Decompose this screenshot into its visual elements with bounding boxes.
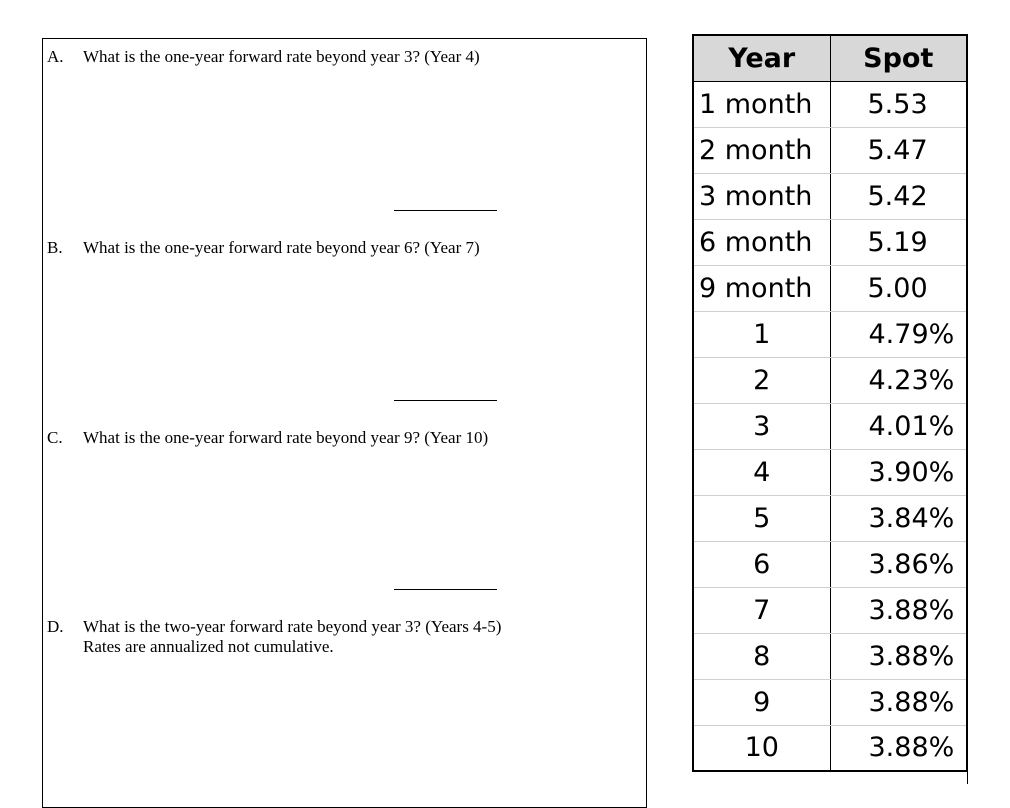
table-row bbox=[693, 219, 967, 265]
table-row bbox=[693, 357, 967, 403]
year-cell: 7 bbox=[693, 587, 830, 633]
year-cell: 4 bbox=[693, 449, 830, 495]
spot-cell: 5.19 bbox=[830, 219, 967, 265]
question-letter: B. bbox=[47, 238, 63, 257]
text-cursor bbox=[967, 762, 968, 784]
question-letter: A. bbox=[47, 47, 64, 66]
year-cell: 6 month bbox=[693, 219, 830, 265]
spot-rate-table bbox=[692, 34, 968, 772]
table-row bbox=[693, 311, 967, 357]
table-row bbox=[693, 725, 967, 771]
year-cell: 6 bbox=[693, 541, 830, 587]
question-c bbox=[47, 428, 488, 448]
year-cell: 1 month bbox=[693, 81, 830, 127]
spot-cell: 5.53 bbox=[830, 81, 967, 127]
table-row bbox=[693, 679, 967, 725]
question-text: What is the one-year forward rate beyond year 9? (Year 10) bbox=[83, 428, 489, 447]
question-a bbox=[47, 47, 480, 67]
table-row bbox=[693, 265, 967, 311]
table-row bbox=[693, 587, 967, 633]
year-cell: 9 month bbox=[693, 265, 830, 311]
table-row bbox=[693, 633, 967, 679]
year-cell: 8 bbox=[693, 633, 830, 679]
spot-cell: 3.88% bbox=[830, 587, 967, 633]
year-cell: 3 bbox=[693, 403, 830, 449]
answer-blank-b[interactable] bbox=[394, 400, 497, 401]
spot-cell: 3.88% bbox=[830, 633, 967, 679]
year-cell: 9 bbox=[693, 679, 830, 725]
question-text: What is the one-year forward rate beyond year 6? (Year 7) bbox=[83, 238, 480, 257]
table-row bbox=[693, 449, 967, 495]
table-row bbox=[693, 81, 967, 127]
answer-blank-a[interactable] bbox=[394, 210, 497, 211]
spot-cell: 5.00 bbox=[830, 265, 967, 311]
question-note: Rates are annualized not cumulative. bbox=[83, 637, 334, 656]
header-year: Year bbox=[693, 35, 830, 81]
answer-blank-c[interactable] bbox=[394, 589, 497, 590]
spot-cell: 5.47 bbox=[830, 127, 967, 173]
year-cell: 2 bbox=[693, 357, 830, 403]
table-row bbox=[693, 541, 967, 587]
spot-cell: 4.23% bbox=[830, 357, 967, 403]
table-row bbox=[693, 173, 967, 219]
question-b bbox=[47, 238, 480, 258]
questions-box bbox=[42, 38, 647, 808]
year-cell: 10 bbox=[693, 725, 830, 771]
spot-cell: 3.90% bbox=[830, 449, 967, 495]
year-cell: 5 bbox=[693, 495, 830, 541]
table-header-row bbox=[693, 35, 967, 81]
spot-cell: 3.88% bbox=[830, 725, 967, 771]
spot-cell: 4.01% bbox=[830, 403, 967, 449]
year-cell: 2 month bbox=[693, 127, 830, 173]
table-row bbox=[693, 127, 967, 173]
table-row bbox=[693, 403, 967, 449]
year-cell: 3 month bbox=[693, 173, 830, 219]
spot-cell: 3.86% bbox=[830, 541, 967, 587]
header-spot: Spot bbox=[830, 35, 967, 81]
question-letter: C. bbox=[47, 428, 63, 447]
spot-cell: 3.84% bbox=[830, 495, 967, 541]
table-row bbox=[693, 495, 967, 541]
question-letter: D. bbox=[47, 617, 64, 636]
question-text: What is the two-year forward rate beyond year 3? (Years 4-5) bbox=[83, 617, 502, 636]
question-d bbox=[47, 617, 501, 657]
year-cell: 1 bbox=[693, 311, 830, 357]
spot-cell: 3.88% bbox=[830, 679, 967, 725]
spot-cell: 4.79% bbox=[830, 311, 967, 357]
spot-cell: 5.42 bbox=[830, 173, 967, 219]
question-text: What is the one-year forward rate beyond year 3? (Year 4) bbox=[83, 47, 480, 66]
